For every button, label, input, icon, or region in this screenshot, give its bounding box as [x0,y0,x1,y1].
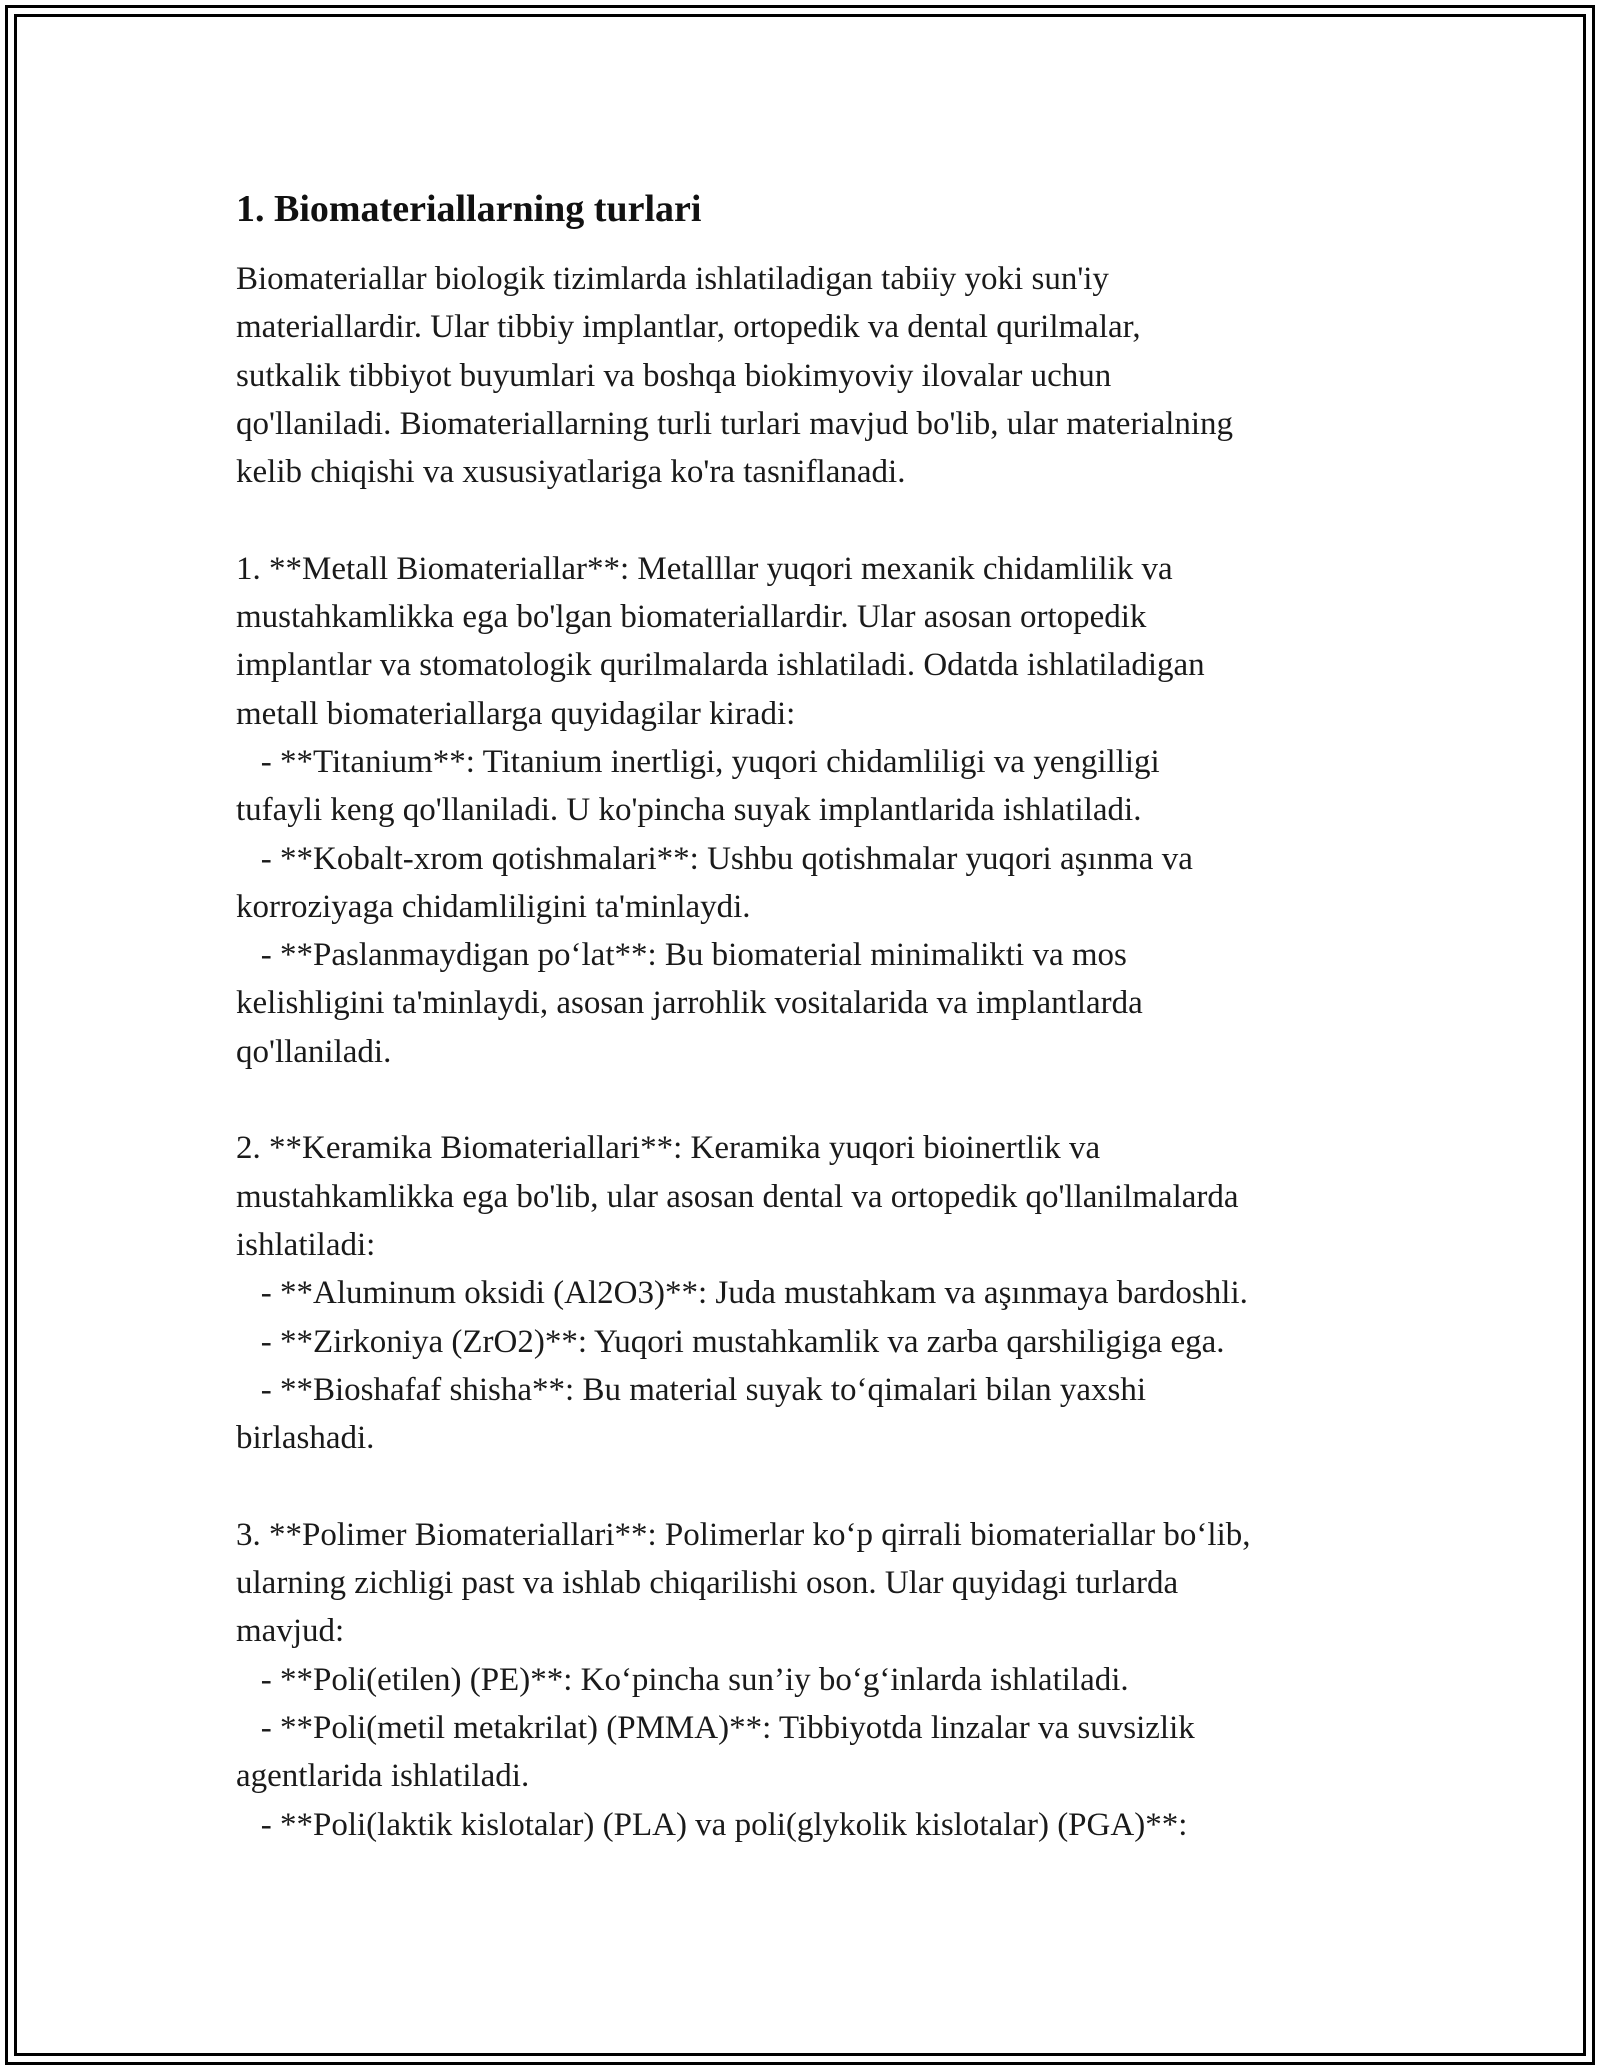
text-line: Biomateriallar biologik tizimlarda ishlatiladigan tabiiy yoki sun'iy [236,261,1109,297]
text-line: qo'llaniladi. Biomateriallarning turli turlari mavjud bo'lib, ular materialning [236,405,1234,442]
text-line: 2. **Keramika Biomateriallari**: Keramika yuqori bioinertlik va [236,1130,1101,1167]
text-line: - **Titanium**: Titanium inertligi, yuqori chidamliligi va yengilligi [236,743,1160,780]
text-line: ularning zichligi past va ishlab chiqarilishi oson. Ular quyidagi turlarda [236,1565,1179,1602]
text-line: mustahkamlikka ega bo'lgan biomateriallardir. Ular asosan ortopedik [236,599,1147,636]
text-line: sutkalik tibbiyot buyumlari va boshqa biokimyoviy ilovalar uchun [236,357,1112,394]
text-line: kelib chiqishi va xususiyatlariga ko'ra tasniflanadi. [236,454,906,491]
document-page [236,185,1386,1849]
text-line: - **Paslanmaydigan po‘lat**: Bu biomaterial minimalikti va mos [236,937,1127,974]
text-line: kelishligini ta'minlaydi, asosan jarrohlik vositalarida va implantlarda [236,985,1143,1022]
text-line: - **Poli(laktik kislotalar) (PLA) va poli(glykolik kislotalar) (PGA)**: [236,1806,1188,1843]
blank-line [236,1462,1386,1510]
text-line: korroziyaga chidamliligini ta'minlaydi. [236,888,751,925]
text-line: - **Aluminum oksidi (Al2O3)**: Juda mustahkam va aşınmaya bardoshli. [236,1275,1248,1312]
text-line: 3. **Polimer Biomateriallari**: Polimerlar ko‘p qirrali biomateriallar bo‘lib, [236,1516,1251,1553]
text-line: agentlarida ishlatiladi. [236,1758,530,1795]
text-line: qo'llaniladi. [236,1033,392,1070]
text-line: mustahkamlikka ega bo'lib, ular asosan dental va ortopedik qo'llanilmalarda [236,1178,1239,1215]
text-line: - **Bioshafaf shisha**: Bu material suyak to‘qimalari bilan yaxshi [236,1371,1147,1408]
text-line: birlashadi. [236,1420,375,1457]
blank-line [236,496,1386,544]
text-line: materiallardir. Ular tibbiy implantlar, ortopedik va dental qurilmalar, [236,309,1141,346]
text-line: ishlatiladi: [236,1226,376,1263]
text-line: - **Poli(etilen) (PE)**: Ko‘pincha sun’iy bo‘g‘inlarda ishlatiladi. [236,1661,1129,1698]
text-line: 1. **Metall Biomateriallar**: Metalllar yuqori mexanik chidamlilik va [236,550,1173,587]
body-text [236,255,1386,1849]
text-line: mavjud: [236,1613,345,1650]
text-line: - **Kobalt-xrom qotishmalari**: Ushbu qotishmalar yuqori aşınma va [236,840,1193,877]
text-line: tufayli keng qo'llaniladi. U ko'pincha suyak implantlarida ishlatiladi. [236,792,1142,829]
blank-line [236,1076,1386,1124]
text-line: - **Zirkoniya (ZrO2)**: Yuqori mustahkamlik va zarba qarshiligiga ega. [236,1323,1225,1360]
text-line: - **Poli(metil metakrilat) (PMMA)**: Tibbiyotda linzalar va suvsizlik [236,1709,1195,1746]
section-heading: 1. Biomateriallarning turlari [236,188,702,230]
text-line: implantlar va stomatologik qurilmalarda ishlatiladi. Odatda ishlatiladigan [236,647,1205,684]
text-line: metall biomateriallarga quyidagilar kiradi: [236,695,796,732]
